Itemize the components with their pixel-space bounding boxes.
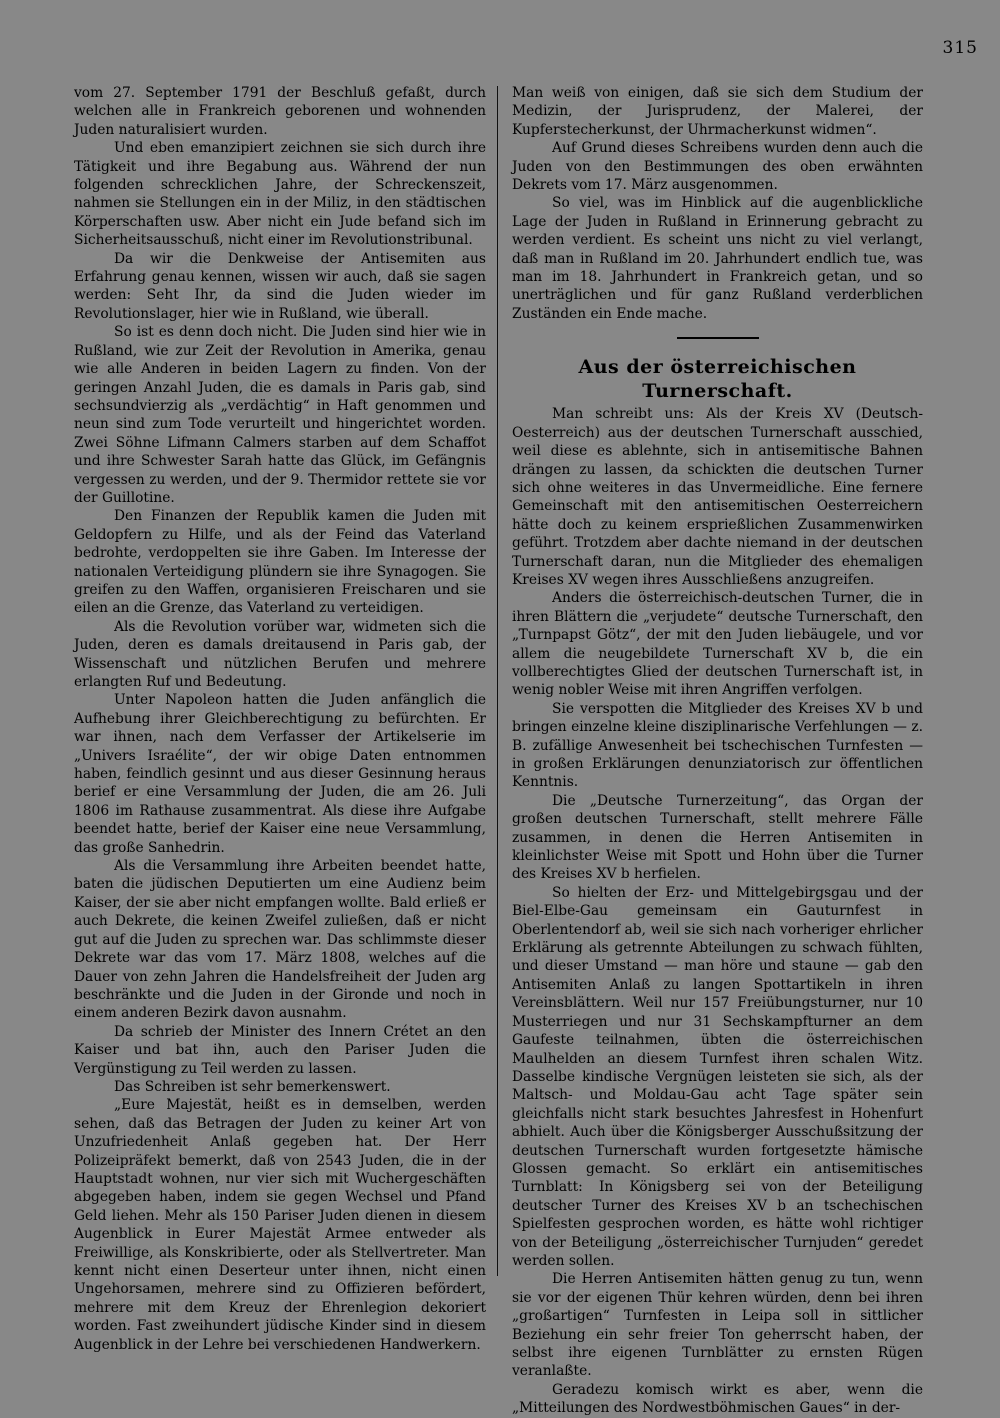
paragraph: So ist es denn doch nicht. Die Juden sind hier wie in Rußland, wie zur Zeit der Revolution in Amerika, genau wie alle Anderen in beiden Lagern zu finden. Von der geringen Anzahl Juden, die es damals in Paris gab, sind sechsundvierzig als „verdächtig“ in Haft genommen und neun sind zum Tode verurteilt und hingerichtet worden. Zwei Söhne Lifmann Calmers starben auf dem Schaffot und ihre Schwester Sarah hatte das Glück, im Gefängnis vergessen zu werden, und der 9. Thermidor rettete sie vor der Guillotine. bbox=[74, 324, 486, 506]
paragraph: Die „Deutsche Turnerzeitung“, das Organ der großen deutschen Turnerschaft, stellt mehrere Fälle zusammen, in denen die Herren Antisemiten in kleinlichster Weise mit Spott und Hohn über die Turner des Kreises XV b herfielen. bbox=[512, 792, 923, 883]
paragraph: Auf Grund dieses Schreibens wurden denn auch die Juden von den Bestimmungen des oben erwähnten Dekrets vom 17. März ausgenommen. bbox=[512, 140, 923, 194]
page-number: 315 bbox=[942, 38, 978, 58]
paragraph: Als die Revolution vorüber war, widmeten sich die Juden, deren es damals dreitausend in Paris gab, der Wissenschaft und nützlichen Berufen und mehrere erlangten Ruf und Bedeutung. bbox=[74, 618, 486, 690]
paragraph: Geradezu komisch wirkt es aber, wenn die „Mitteilungen des Nordwestböhmischen Gaues“ in der- bbox=[512, 1381, 923, 1417]
right-column-bottom bbox=[512, 405, 923, 1417]
column-divider bbox=[497, 86, 498, 1276]
section-heading: Aus der österreichischen Turnerschaft. bbox=[578, 356, 857, 403]
paragraph: Da wir die Denkweise der Antisemiten aus Erfahrung genau kennen, wissen wir auch, daß sie sagen werden: Seht Ihr, da sind die Juden wieder im Revolutionslager, hier wie in Rußland, wie überall. bbox=[74, 250, 486, 322]
paragraph: Als die Versammlung ihre Arbeiten beendet hatte, baten die jüdischen Deputierten um eine Audienz beim Kaiser, der sie aber nicht empfangen wollte. Bald erließ er auch Dekrete, die keinen Zweifel zuließen, daß er nicht gut auf die Juden zu sprechen war. Das schlimmste dieser Dekrete war das vom 17. März 1808, welches auf die Dauer von zehn Jahren die Handelsfreiheit der Juden arg beschränkte und die Juden in der Gironde und noch in einem anderen Bezirk davon ausnahm. bbox=[74, 858, 486, 1022]
right-column bbox=[512, 84, 923, 1418]
paragraph: Das Schreiben ist sehr bemerkenswert. bbox=[114, 1078, 391, 1095]
paragraph: Die Herren Antisemiten hätten genug zu tun, wenn sie vor der eigenen Thür kehren würden, denn bei ihren „großartigen“ Turnfesten in Leipa soll in sittlicher Beziehung ein sehr freier Ton geherrscht haben, der selbst ihre eigenen Turnblätter zu ernsten Rügen veranlaßte. bbox=[512, 1271, 923, 1380]
right-column-top bbox=[512, 84, 923, 323]
left-column bbox=[74, 84, 486, 1354]
paragraph: Unter Napoleon hatten die Juden anfänglich die Aufhebung ihrer Gleichberechtigung zu befürchten. Er war ihnen, nach dem Verfasser der Artikelserie im „Univers Israélite“, der wir obige Daten entnommen haben, feindlich gesinnt und aus dieser Gesinnung heraus berief er eine Versammlung der Juden, die am 26. Juli 1806 im Rathause zusammentrat. Als diese ihre Aufgabe beendet hatte, berief der Kaiser eine neue Versammlung, das große Sanhedrin. bbox=[74, 692, 486, 856]
paragraph: Sie verspotten die Mitglieder des Kreises XV b und bringen einzelne kleine disziplinarische Verfehlungen — z. B. zufällige Anwesenheit bei tschechischen Turnfesten — in großen Erklärungen denunziatorisch zur öffentlichen Kenntnis. bbox=[512, 700, 923, 791]
paragraph: Und eben emanzipiert zeichnen sie sich durch ihre Tätigkeit und ihre Begabung aus. Während der nun folgenden schrecklichen Jahre, der Schreckenszeit, nahmen sie Stellungen ein in der Miliz, in den städtischen Körperschaften usw. Aber nicht ein Jude befand sich im Sicherheitsausschuß, nicht einer im Revolutionstribunal. bbox=[74, 140, 486, 249]
paragraph: So viel, was im Hinblick auf die augenblickliche Lage der Juden in Rußland in Erinnerung gebracht zu werden verdient. Es scheint uns nicht zu viel verlangt, daß man in Rußland im 20. Jahrhundert endlich tue, was man im 18. Jahrhundert in Frankreich getan, und so unerträglichen und für ganz Rußland verderblichen Zuständen ein Ende mache. bbox=[512, 195, 923, 322]
paragraph: Man weiß von einigen, daß sie sich dem Studium der Medizin, der Jurisprudenz, der Malerei, der Kupferstecherkunst, der Uhrmacherkunst widmen“. bbox=[512, 85, 923, 138]
section-separator-rule bbox=[677, 337, 759, 339]
paragraph: Man schreibt uns: Als der Kreis XV (Deutsch-Oesterreich) aus der deutschen Turnerschaft ausschied, weil diese es ablehnte, sich in antisemitische Bahnen drängen zu lassen, da schickten die deutschen Turner sich ohne weiteres in das Unvermeidliche. Eine fernere Gemeinschaft mit den antisemitischen Oesterreichern hätte doch zu keinem ersprießlichen Zusammenwirken geführt. Trotzdem aber dachte niemand in der deutschen Turnerschaft daran, nun die Mitglieder des ehemaligen Kreises XV wegen ihres Ausschließens anzugreifen. bbox=[512, 406, 923, 588]
paragraph: So hielten der Erz- und Mittelgebirgsgau und der Biel-Elbe-Gau gemeinsam ein Gauturnfest in Oberlentendorf ab, weil sie sich nach vorheriger ehrlicher Erklärung als getrennte Abteilungen zu schwach fühlten, und dieser Umstand — man höre und staune — gab den Antisemiten Anlaß zu langen Spottartikeln in ihren Vereinsblättern. Weil nur 157 Freiübungsturner, nur 10 Musterriegen und nur 31 Sechskampfturner an dem Gaufeste teilnahmen, übten die österreichischen Maulhelden an diesem Turnfest ihren schalen Witz. Dasselbe kindische Vergnügen leisteten sie sich, als der Maltsch- und Moldau-Gau acht Tage später sein gleichfalls nicht stark besuchtes Jahresfest in Hohenfurt abhielt. Auch über die Königsberger Ausschußsitzung der deutschen Turnerschaft wurden fortgesetzte hämische Glossen gemacht. So erklärt ein antisemitisches Turnblatt: In Königsberg sei von der Beteiligung deutscher Turner des Kreises XV b an tschechischen Spielfesten gesprochen worden, es hätte wohl richtiger von der Beteiligung „österreichischer Turnjuden“ geredet werden sollen. bbox=[512, 884, 923, 1269]
paragraph: vom 27. September 1791 der Beschluß gefaßt, durch welchen alle in Frankreich geborenen und wohnenden Juden naturalisiert wurden. bbox=[74, 85, 486, 138]
paragraph: „Eure Majestät, heißt es in demselben, werden sehen, daß das Betragen der Juden zu keiner Art von Unzufriedenheit Anlaß gegeben hat. Der Herr Polizeipräfekt bemerkt, daß von 2543 Juden, die in der Hauptstadt wohnen, nur vier sich mit Wuchergeschäften abgegeben haben, indem sie gegen Wechsel und Pfand Geld liehen. Mehr als 150 Pariser Juden dienen in diesem Augenblick in Eurer Majestät Armee entweder als Freiwillige, als Konskribierte, oder als Stellvertreter. Man kennt nicht einen Deserteur unter ihnen, nicht einen Ungehorsamen, mehrere sind zu Offizieren befördert, mehrere mit dem Kreuz der Ehrenlegion dekoriert worden. Fast zweihundert jüdische Kinder sind in diesem Augenblick in der Lehre bei verschiedenen Handwerkern. bbox=[74, 1097, 486, 1353]
paragraph: Den Finanzen der Republik kamen die Juden mit Geldopfern zu Hilfe, und als der Feind das Vaterland bedrohte, verdoppelten sie ihre Gaben. Im Interesse der nationalen Verteidigung plündern sie ihre Synagogen. Sie greifen zu den Waffen, organisieren Freischaren und sie eilen an die Grenze, das Vaterland zu verteidigen. bbox=[74, 508, 486, 617]
paragraph: Anders die österreichisch-deutschen Turner, die in ihren Blättern die „verjudete“ deutsche Turnerschaft, den „Turnpapst Götz“, der mit den Juden liebäugele, und vor allem die neugebildete Turnerschaft XV b, die ein vollberechtigtes Glied der deutschen Turnerschaft ist, in wenig nobler Weise mit ihren Angriffen verfolgen. bbox=[512, 590, 923, 699]
paragraph: Da schrieb der Minister des Innern Crétet an den Kaiser und bat ihn, auch den Pariser Juden die Vergünstigung zu Teil werden zu lassen. bbox=[74, 1023, 486, 1077]
